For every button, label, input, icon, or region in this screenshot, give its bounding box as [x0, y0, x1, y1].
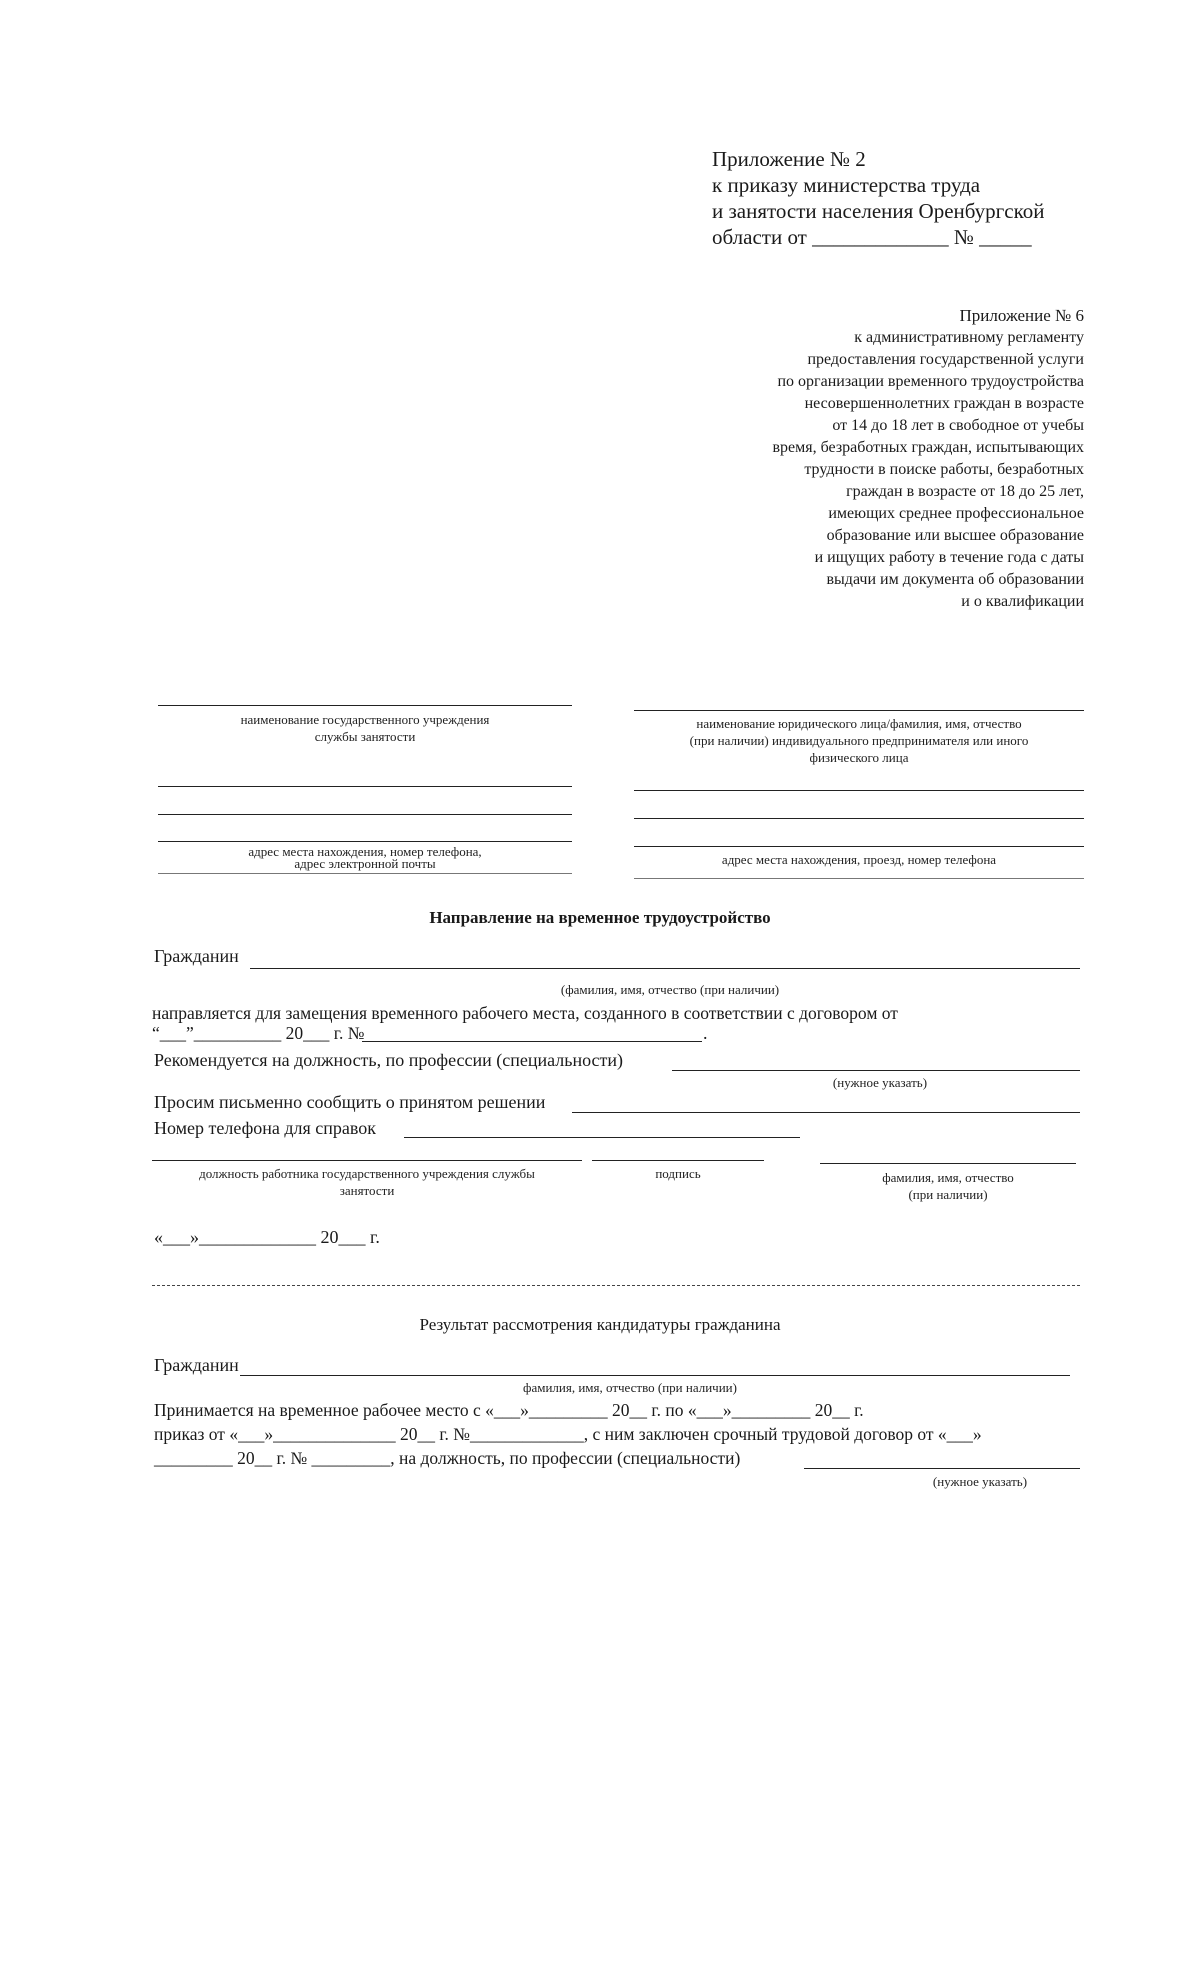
employment-service-address-line-1[interactable] — [158, 786, 572, 787]
employment-service-address-line-2[interactable] — [158, 814, 572, 815]
appendix-6-line: предоставления государственной услуги — [807, 351, 1084, 368]
employer-address-caption: адрес места нахождения, проезд, номер телефона — [721, 852, 997, 867]
result-line-1: Принимается на временное рабочее место с «___»_________ 20__ г. по «___»_________ 20__ г. — [154, 1400, 864, 1420]
referral-contract-date-end: . — [703, 1023, 708, 1043]
employer-address-line-3[interactable] — [634, 846, 1084, 847]
appendix-2-line-4: области от _____________ № _____ — [712, 225, 1032, 249]
appendix-6-line: к административному регламенту — [854, 329, 1084, 346]
result-fio-caption: фамилия, имя, отчество (при наличии) — [523, 1380, 737, 1395]
employment-service-address-line-3[interactable] — [158, 841, 572, 842]
referral-position-field[interactable] — [672, 1070, 1080, 1071]
signature-fio-caption: фамилия, имя, отчество (при наличии) — [882, 1170, 1014, 1202]
referral-decision-field[interactable] — [572, 1112, 1080, 1113]
cut-line-separator — [152, 1285, 1080, 1286]
referral-directed-text: направляется для замещения временного рабочего места, созданного в соответствии с договором от — [152, 1003, 898, 1023]
appendix-6-header — [600, 305, 1084, 613]
referral-fio-caption: (фамилия, имя, отчество (при наличии) — [560, 982, 780, 997]
appendix-6-line: имеющих среднее профессиональное — [828, 505, 1084, 522]
employer-address-line-1[interactable] — [634, 790, 1084, 791]
appendix-2-line-2: к приказу министерства труда — [712, 173, 981, 197]
appendix-6-line: Приложение № 6 — [959, 306, 1084, 325]
signature-line[interactable] — [592, 1160, 764, 1161]
result-line-2: приказ от «___»______________ 20__ г. №_____________, с ним заключен срочный трудовой договор от «___» — [154, 1424, 982, 1444]
appendix-2-header — [712, 146, 1112, 250]
referral-citizen-field[interactable] — [250, 968, 1080, 969]
referral-title: Направление на временное трудоустройство — [429, 908, 771, 927]
appendix-6-line: и ищущих работу в течение года с даты — [814, 549, 1084, 566]
appendix-6-line: и о квалификации — [961, 593, 1084, 610]
employer-name-line[interactable] — [634, 710, 1084, 711]
signature-caption: подпись — [655, 1166, 701, 1181]
employment-service-address-caption: адрес места нахождения, номер телефона, адрес электронной почты — [248, 844, 482, 871]
appendix-6-line: время, безработных граждан, испытывающих — [772, 439, 1084, 456]
referral-phone-label: Номер телефона для справок — [154, 1118, 377, 1138]
referral-contract-date: “___”__________ 20___ г. № — [152, 1023, 365, 1043]
employment-service-name-line[interactable] — [158, 705, 572, 706]
appendix-6-line: по организации временного трудоустройства — [777, 373, 1084, 390]
appendix-2-line-1: Приложение № 2 — [712, 147, 866, 171]
result-needed-caption: (нужное указать) — [932, 1474, 1028, 1489]
employer-name-caption: наименование юридического лица/фамилия, имя, отчество (при наличии) индивидуального предпринимателя или иного физического лица — [689, 716, 1029, 765]
referral-phone-field[interactable] — [404, 1137, 800, 1138]
referral-needed-caption: (нужное указать) — [832, 1075, 928, 1090]
result-citizen-field[interactable] — [240, 1375, 1070, 1376]
employment-service-email-line[interactable] — [158, 873, 572, 874]
result-position-field[interactable] — [804, 1468, 1080, 1469]
appendix-6-line: от 14 до 18 лет в свободное от учебы — [832, 417, 1084, 434]
result-line-3: _________ 20__ г. № _________, на должность, по профессии (специальности) — [154, 1448, 741, 1468]
employment-service-name-caption: наименование государственного учреждения службы занятости — [240, 712, 490, 744]
appendix-6-line: трудности в поиске работы, безработных — [804, 461, 1084, 478]
result-citizen-label: Гражданин — [154, 1355, 239, 1375]
appendix-6-line: выдачи им документа об образовании — [826, 571, 1084, 588]
employer-address-line-2[interactable] — [634, 818, 1084, 819]
appendix-2-line-3: и занятости населения Оренбургской — [712, 199, 1045, 223]
result-title: Результат рассмотрения кандидатуры гражданина — [419, 1315, 781, 1334]
employer-address-line-4[interactable] — [634, 878, 1084, 879]
appendix-6-line: несовершеннолетних граждан в возрасте — [804, 395, 1084, 412]
signature-position-line[interactable] — [152, 1160, 582, 1161]
referral-contract-number-field[interactable] — [362, 1041, 702, 1042]
referral-ask-label: Просим письменно сообщить о принятом решении — [154, 1092, 546, 1112]
referral-recommended-label: Рекомендуется на должность, по профессии (специальности) — [154, 1050, 624, 1070]
appendix-6-line: образование или высшее образование — [826, 527, 1084, 544]
referral-citizen-label: Гражданин — [154, 946, 239, 966]
signature-position-caption: должность работника государственного учреждения службы занятости — [199, 1166, 535, 1198]
referral-signature-date: «___»_____________ 20___ г. — [154, 1227, 380, 1247]
signature-fio-line[interactable] — [820, 1163, 1076, 1164]
appendix-6-line: граждан в возрасте от 18 до 25 лет, — [846, 483, 1084, 500]
